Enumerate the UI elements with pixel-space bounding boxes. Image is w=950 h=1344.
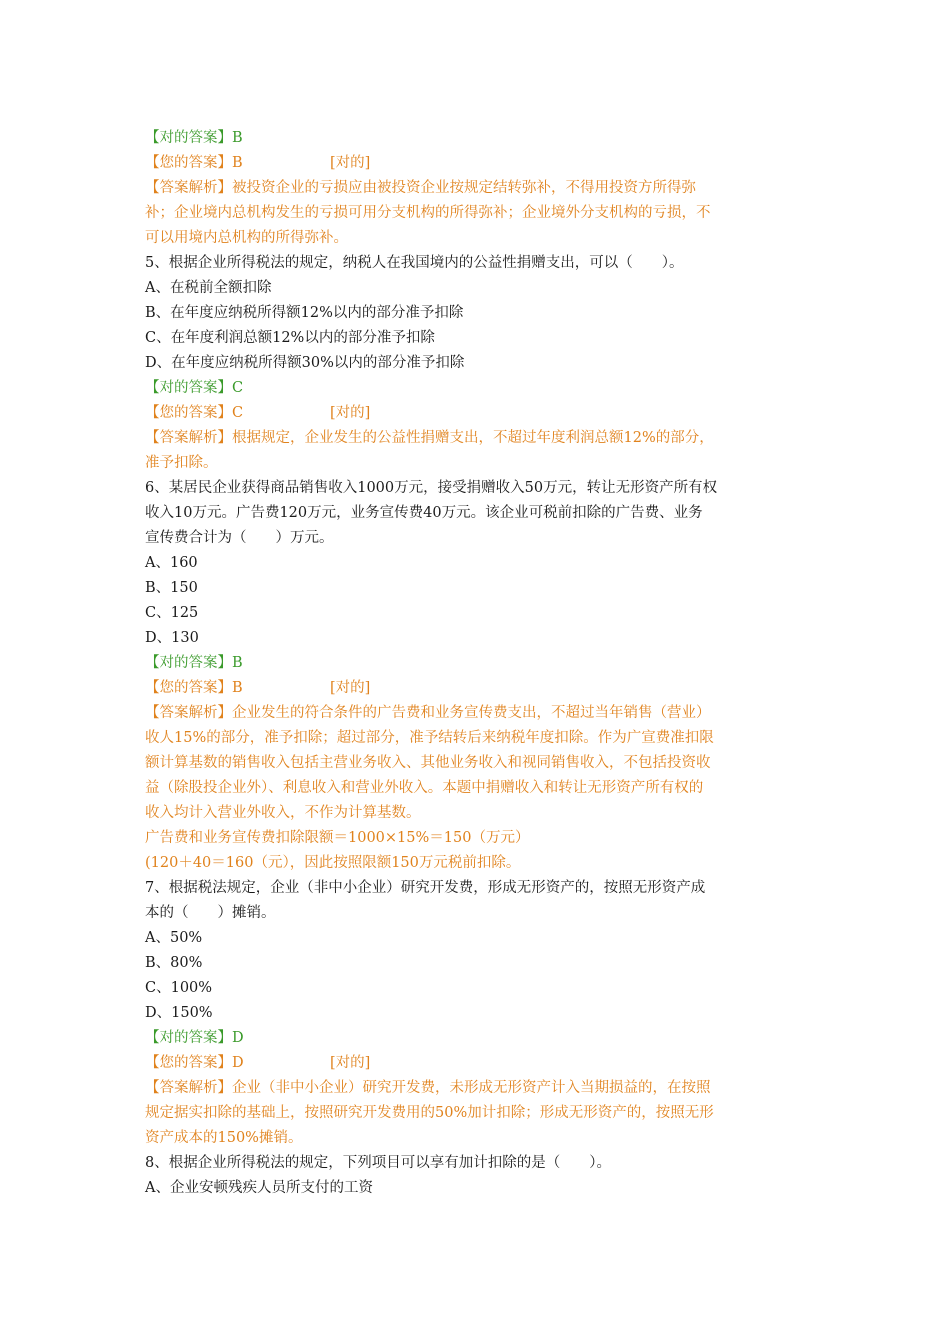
option-d: D、130 xyxy=(145,630,199,646)
option-a: A、50% xyxy=(145,930,203,946)
analysis-line: 【答案解析】被投资企业的亏损应由被投资企业按规定结转弥补，不得用投资方所得弥 xyxy=(145,180,696,196)
your-answer: 【您的答案】B xyxy=(145,680,243,696)
analysis-line: (120＋40＝160（元），因此按照限额150万元税前扣除。 xyxy=(145,855,521,871)
analysis-line: 收入均计入营业外收入，不作为计算基数。 xyxy=(145,805,421,821)
option-a: A、160 xyxy=(145,555,198,571)
option-b: B、在年度应纳税所得额12%以内的部分准予扣除 xyxy=(145,305,464,321)
analysis-line: 补；企业境内总机构发生的亏损可用分支机构的所得弥补；企业境外分支机构的亏损，不 xyxy=(145,205,711,221)
your-answer-row xyxy=(145,676,810,701)
question-8 xyxy=(145,1151,810,1201)
document-content xyxy=(145,126,810,1201)
result-mark: [对的] xyxy=(330,1055,371,1071)
question-5 xyxy=(145,251,810,476)
analysis-line: 资产成本的150%摊销。 xyxy=(145,1130,303,1146)
your-answer-row xyxy=(145,151,810,176)
question-stem: 6、某居民企业获得商品销售收入1000万元，接受捐赠收入50万元，转让无形资产所有权 xyxy=(145,480,718,496)
option-b: B、150 xyxy=(145,580,198,596)
option-b: B、80% xyxy=(145,955,203,971)
your-answer: 【您的答案】B xyxy=(145,155,243,171)
question-7 xyxy=(145,876,810,1151)
result-mark: [对的] xyxy=(330,680,371,696)
question-4-answer-block xyxy=(145,126,810,251)
analysis-line: 准予扣除。 xyxy=(145,455,218,471)
your-answer: 【您的答案】D xyxy=(145,1055,244,1071)
option-c: C、在年度利润总额12%以内的部分准予扣除 xyxy=(145,330,435,346)
analysis-line: 额计算基数的销售收入包括主营业务收入、其他业务收入和视同销售收入，不包括投资收 xyxy=(145,755,711,771)
question-6 xyxy=(145,476,810,876)
correct-answer: 【对的答案】B xyxy=(145,130,243,146)
question-stem: 5、根据企业所得税法的规定，纳税人在我国境内的公益性捐赠支出，可以（ ）。 xyxy=(145,255,684,271)
analysis-line: 益（除股投企业外）、利息收入和营业外收入。本题中捐赠收入和转让无形资产所有权的 xyxy=(145,780,704,796)
analysis-line: 【答案解析】企业（非中小企业）研究开发费，未形成无形资产计入当期损益的，在按照 xyxy=(145,1080,711,1096)
your-answer-row xyxy=(145,401,810,426)
analysis-line: 收人15%的部分，准予扣除；超过部分，准予结转后来纳税年度扣除。作为广宣费准扣限 xyxy=(145,730,714,746)
question-stem: 8、根据企业所得税法的规定，下列项目可以享有加计扣除的是（ ）。 xyxy=(145,1155,611,1171)
option-d: D、在年度应纳税所得额30%以内的部分准予扣除 xyxy=(145,355,465,371)
correct-answer: 【对的答案】C xyxy=(145,380,244,396)
question-stem: 收入10万元。广告费120万元，业务宣传费40万元。该企业可税前扣除的广告费、业务 xyxy=(145,505,703,521)
analysis-line: 可以用境内总机构的所得弥补。 xyxy=(145,230,348,246)
result-mark: [对的] xyxy=(330,405,371,421)
analysis-line: 【答案解析】根据规定，企业发生的公益性捐赠支出，不超过年度利润总额12%的部分， xyxy=(145,430,714,446)
your-answer-row xyxy=(145,1051,810,1076)
option-d: D、150% xyxy=(145,1005,213,1021)
analysis-line: 【答案解析】企业发生的符合条件的广告费和业务宣传费支出，不超过当年销售（营业） xyxy=(145,705,711,721)
analysis-line: 规定据实扣除的基础上，按照研究开发费用的50%加计扣除；形成无形资产的，按照无形 xyxy=(145,1105,714,1121)
analysis-line: 广告费和业务宣传费扣除限额＝1000×15%＝150（万元） xyxy=(145,830,530,846)
option-c: C、125 xyxy=(145,605,199,621)
your-answer: 【您的答案】C xyxy=(145,405,244,421)
question-stem: 7、根据税法规定，企业（非中小企业）研究开发费，形成无形资产的，按照无形资产成 xyxy=(145,880,706,896)
correct-answer: 【对的答案】B xyxy=(145,655,243,671)
question-stem: 宣传费合计为（ ）万元。 xyxy=(145,530,334,546)
correct-answer: 【对的答案】D xyxy=(145,1030,244,1046)
result-mark: [对的] xyxy=(330,155,371,171)
question-stem: 本的（ ）摊销。 xyxy=(145,905,276,921)
option-a: A、在税前全额扣除 xyxy=(145,280,272,296)
option-c: C、100% xyxy=(145,980,213,996)
option-a: A、企业安顿残疾人员所支付的工资 xyxy=(145,1180,373,1196)
